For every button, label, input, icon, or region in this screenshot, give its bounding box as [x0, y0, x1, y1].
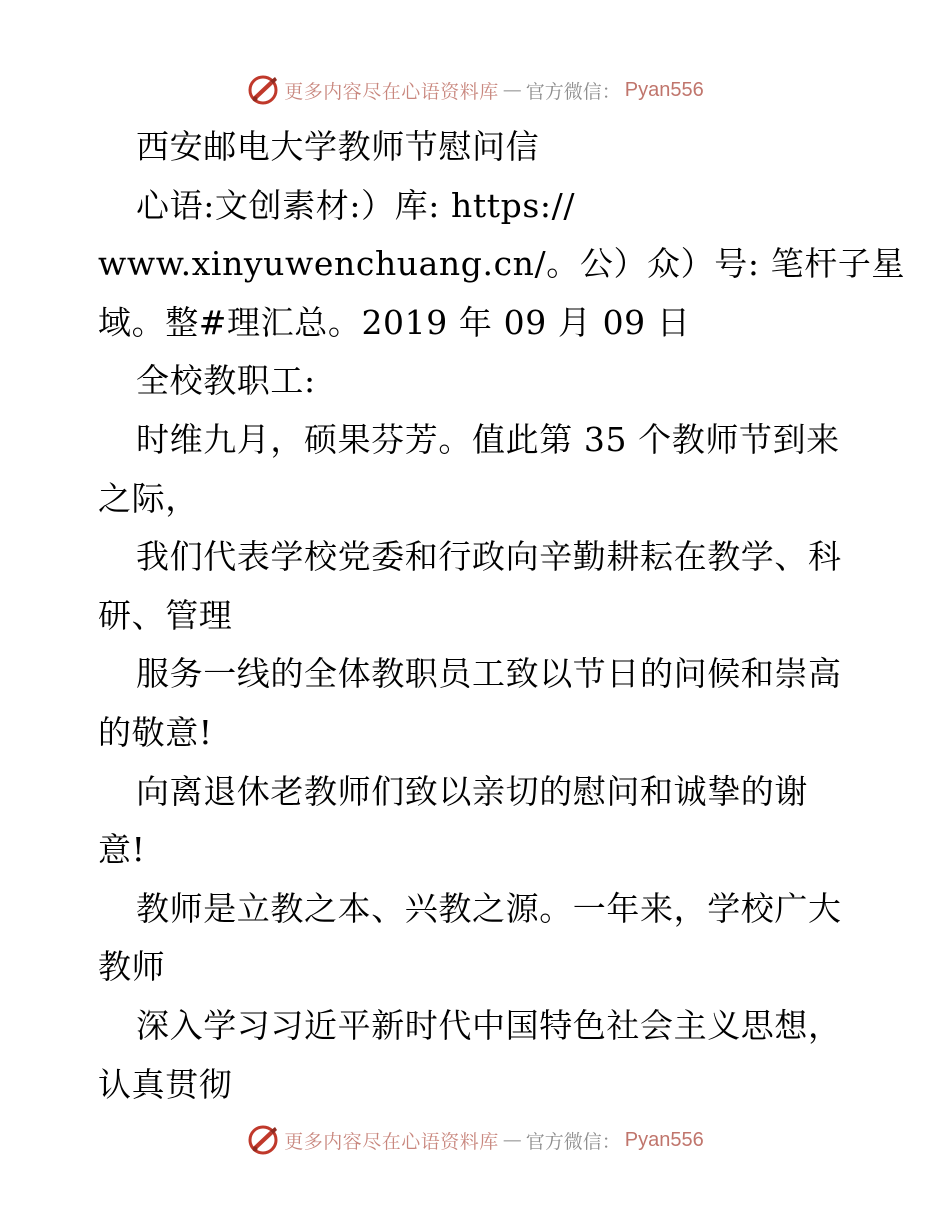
text-line: 教师是立教之本、兴教之源。一年来，学校广大	[136, 888, 842, 928]
xinyu-logo-icon	[246, 73, 280, 107]
banner-slogan: 更多内容尽在心语资料库	[284, 80, 499, 103]
date-line: 域。整#理汇总。2019 年 09 月 09 日	[98, 302, 691, 342]
banner-wechat-label: 官方微信：	[525, 80, 621, 103]
text-line: 我们代表学校党委和行政向辛勤耕耘在教学、科	[136, 537, 842, 577]
text-line: 心语:文创素材:）库: https://	[136, 185, 576, 225]
text-line: 意!	[98, 830, 146, 870]
header-banner	[0, 70, 950, 110]
banner-wechat-id: Pyan556	[624, 1128, 704, 1151]
text-line: 教师	[98, 947, 166, 987]
text-line: 向离退休老教师们致以亲切的慰问和诚挚的谢	[136, 771, 808, 811]
banner-separator: —	[502, 79, 522, 101]
banner-slogan: 更多内容尽在心语资料库	[284, 1130, 499, 1153]
banner-wechat-label: 官方微信：	[525, 1130, 621, 1153]
text-line: 认真贯彻	[98, 1064, 233, 1104]
document-body	[98, 118, 906, 1114]
text-line: 服务一线的全体教职员工致以节日的问候和崇高	[136, 654, 842, 694]
banner-separator: —	[502, 1129, 522, 1151]
text-line: 研、管理	[98, 595, 233, 635]
text-line: www.xinyuwenchuang.cn/。公）众）号: 笔杆子星	[98, 244, 906, 284]
footer-banner	[0, 1120, 950, 1160]
banner-wechat-id: Pyan556	[624, 78, 704, 101]
text-line: 之际，	[98, 478, 199, 518]
document-title: 西安邮电大学教师节慰问信	[136, 127, 540, 166]
salutation: 全校教职工:	[136, 361, 316, 401]
xinyu-logo-icon	[246, 1123, 280, 1157]
text-line: 时维九月，硕果芬芳。值此第 35 个教师节到来	[136, 419, 840, 459]
text-line: 的敬意!	[98, 712, 213, 752]
text-line: 深入学习习近平新时代中国特色社会主义思想，	[136, 1005, 842, 1045]
